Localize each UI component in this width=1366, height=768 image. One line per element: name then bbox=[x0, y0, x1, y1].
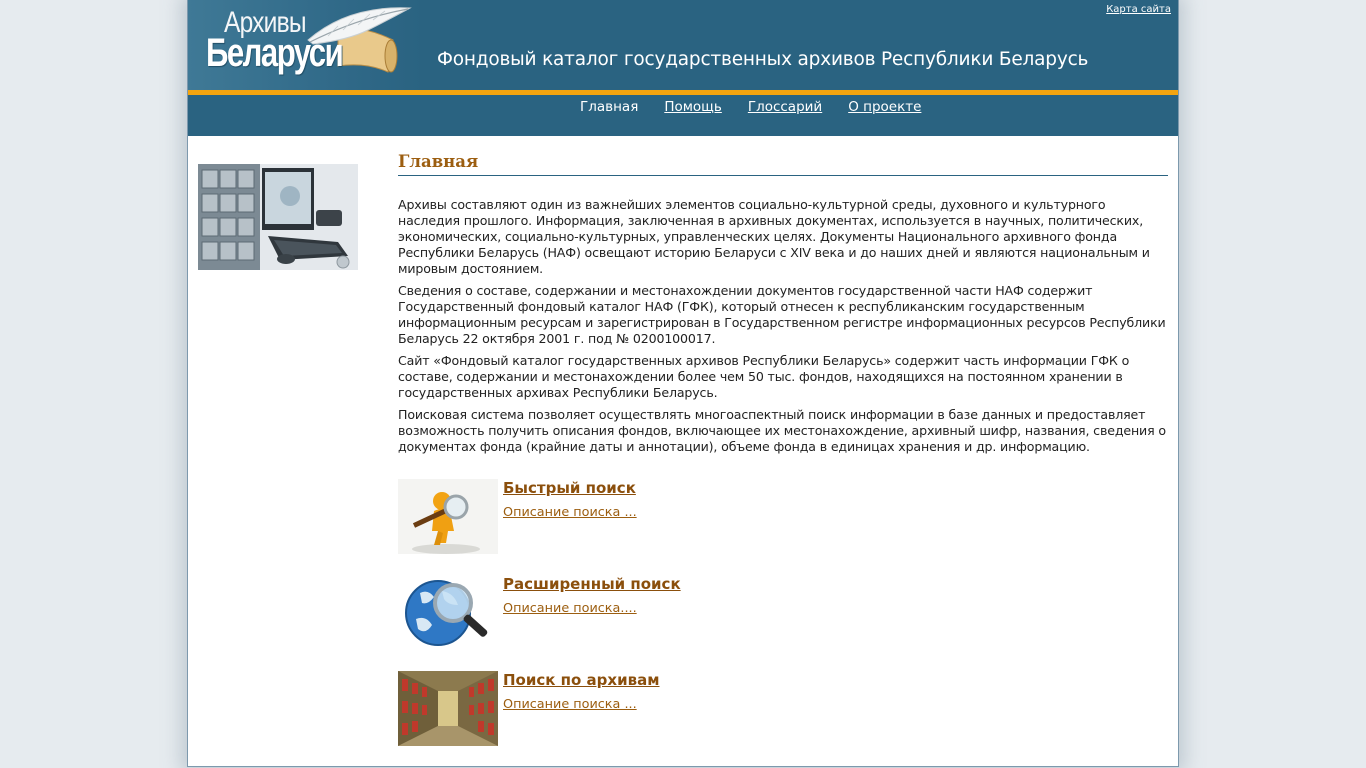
page-title: Главная bbox=[398, 150, 1168, 176]
nav-item-help[interactable]: Помощь bbox=[664, 99, 722, 115]
intro-paragraph: Сайт «Фондовый каталог государственных архивов Республики Беларусь» содержит часть информации ГФК о составе, содержании и местонахождении более чем 50 тыс. фондов, находящихся на постоянном хранении в государственных архивах Республики Беларусь. bbox=[398, 353, 1130, 400]
main-nav bbox=[188, 95, 1178, 136]
archive-search-block bbox=[398, 671, 1168, 749]
nav-item-home[interactable]: Главная bbox=[580, 99, 639, 115]
site-header bbox=[188, 0, 1178, 90]
archive-search-description-link[interactable]: Описание поиска ... bbox=[503, 697, 637, 712]
quick-search-description-link[interactable]: Описание поиска ... bbox=[503, 505, 637, 520]
site-title: Фондовый каталог государственных архивов Республики Беларусь bbox=[437, 49, 1089, 70]
globe-magnifier-icon[interactable] bbox=[398, 575, 498, 650]
quick-search-block bbox=[398, 479, 1168, 557]
archive-shelves-photo[interactable] bbox=[398, 671, 498, 746]
sitemap-link[interactable]: Карта сайта bbox=[1106, 4, 1171, 15]
logo-text-bottom: Беларуси bbox=[206, 31, 343, 75]
intro-paragraph: Сведения о составе, содержании и местонахождении документов государственной части НАФ содержит Государственный фондовый каталог НАФ (ГФК), который отнесен к республиканским государственным информационным ресурсам и зарегистрирован в Государственном регистре информационных ресурсов Республики Беларусь 22 октября 2001 г. под № 0200100017. bbox=[398, 283, 1166, 346]
archive-search-link[interactable]: Поиск по архивам bbox=[503, 671, 660, 689]
nav-item-glossary[interactable]: Глоссарий bbox=[747, 99, 823, 115]
site-logo[interactable] bbox=[188, 0, 423, 90]
quick-search-link[interactable]: Быстрый поиск bbox=[503, 479, 636, 497]
advanced-search-block bbox=[398, 575, 1168, 653]
intro-paragraph: Поисковая система позволяет осуществлять многоаспектный поиск информации в базе данных и предоставляет возможность получить описания фондов, включающее их местонахождение, архивный шифр, названия, сведения о документах фонда (крайние даты и аннотации), объеме фонда в единицах хранения и др. информацию. bbox=[398, 407, 1166, 454]
archive-computer-photo bbox=[198, 164, 358, 270]
person-magnifier-icon[interactable] bbox=[398, 479, 498, 554]
intro-paragraph: Архивы составляют один из важнейших элементов социально-культурной среды, духовного и культурного наследия прошлого. Информация, заключенная в архивных документах, используется в научных, политических, экономических, социально-культурных, управленческих целях. Документы Национального архивного фонда Республики Беларусь (НАФ) освещают историю Беларуси с XIV века и до наших дней и являются национальным и мировым достоянием. bbox=[398, 197, 1150, 276]
nav-item-about[interactable]: О проекте bbox=[848, 99, 922, 115]
advanced-search-description-link[interactable]: Описание поиска.... bbox=[503, 601, 637, 616]
intro-text bbox=[398, 197, 1168, 455]
logo-text-top: Архивы bbox=[224, 6, 306, 39]
main-content bbox=[398, 150, 1168, 461]
advanced-search-link[interactable]: Расширенный поиск bbox=[503, 575, 681, 593]
page-container bbox=[187, 0, 1179, 767]
